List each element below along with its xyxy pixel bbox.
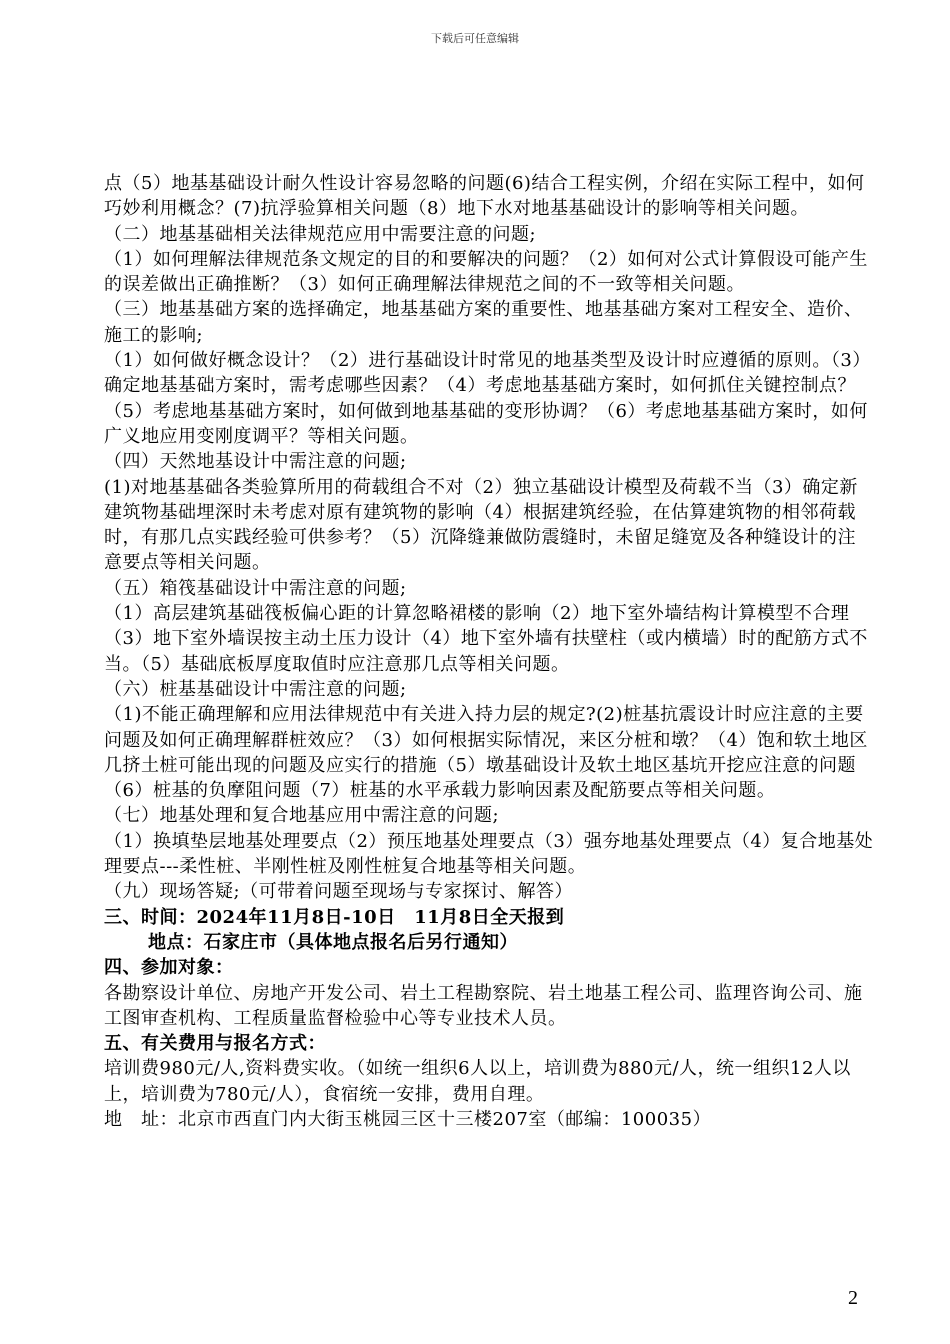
section-3-location: 地点：石家庄市（具体地点报名后另行通知） [148, 931, 518, 953]
heading-item-5: （五）箱筏基础设计中需注意的问题; [104, 577, 407, 599]
section-4-heading: 四、参加对象： [104, 957, 234, 979]
page-number: 2 [848, 1287, 858, 1309]
paragraph-item-5-details: （1）高层建筑基础筏板偏心距的计算忽略裙楼的影响（2）地下室外墙结构计算模型不合理（3）地下室外墙误按主动土压力设计（4）地下室外墙有扶壁柱（或内横墙）时的配筋方式不当。（5）基础底板厚度取值时应注意那几点等相关问题。 [104, 603, 868, 675]
heading-item-7: （七）地基处理和复合地基应用中需注意的问题; [104, 805, 500, 827]
heading-item-4: （四）天然地基设计中需注意的问题; [104, 451, 407, 473]
section-3-time-heading: 三、时间：2024年11月8日-10日 11月8日全天报到 [104, 906, 565, 928]
section-5-heading: 五、有关费用与报名方式： [104, 1033, 326, 1055]
heading-item-2: （二）地基基础相关法律规范应用中需要注意的问题; [104, 223, 537, 245]
heading-item-6: （六）桩基基础设计中需注意的问题; [104, 678, 407, 700]
paragraph-item-2-details: （1）如何理解法律规范条文规定的目的和要解决的问题？（2）如何对公式计算假设可能产生的误差做出正确推断？（3）如何正确理解法律规范之间的不一致等相关问题。 [104, 248, 868, 296]
section-5-fee: 培训费980元/人,资料费实收。（如统一组织6人以上，培训费为880元/人，统一组织12人以上，培训费为780元/人），食宿统一安排，费用自理。 [104, 1058, 851, 1105]
section-5-address: 地 址：北京市西直门内大街玉桃园三区十三楼207室（邮编：100035） [104, 1108, 712, 1130]
document-body [104, 171, 874, 1132]
heading-item-3: （三）地基基础方案的选择确定，地基基础方案的重要性、地基基础方案对工程安全、造价、施工的影响; [104, 299, 863, 346]
paragraph-item-6-details: （1)不能正确理解和应用法律规范中有关进入持力层的规定?(2)桩基抗震设计时应注意的主要问题及如何正确理解群桩效应？（3）如何根据实际情况，来区分桩和墩？（4）饱和软土地区几挤土桩可能出现的问题及应实行的措施（5）墩基础设计及软土地区基坑开挖应注意的问题（6）桩基的负摩阻问题（7）桩基的水平承载力影响因素及配筋要点等相关问题。 [104, 704, 868, 802]
header-note: 下载后可任意编辑 [431, 32, 519, 45]
paragraph-item-3-details: （1）如何做好概念设计？（2）进行基础设计时常见的地基类型及设计时应遵循的原则。（3）确定地基基础方案时，需考虑哪些因素？（4）考虑地基基础方案时，如何抓住关键控制点？（5）考虑地基基础方案时，如何做到地基基础的变形协调？（6）考虑地基基础方案时，如何广义地应用变刚度调平？等相关问题。 [104, 350, 871, 447]
heading-item-9: （九）现场答疑;（可带着问题至现场与专家探讨、解答） [104, 881, 574, 903]
paragraph-item-7-details: （1）换填垫层地基处理要点（2）预压地基处理要点（3）强夯地基处理要点（4）复合地基处理要点---柔性桩、半刚性桩及刚性桩复合地基等相关问题。 [104, 830, 874, 878]
paragraph-foundation-topics-continued: 点（5）地基基础设计耐久性设计容易忽略的问题(6)结合工程实例，介绍在实际工程中，如何巧妙利用概念？(7)抗浮验算相关问题（8）地下水对地基基础设计的影响等相关问题。 [104, 173, 865, 220]
paragraph-item-4-details: (1)对地基基础各类验算所用的荷载组合不对（2）独立基础设计模型及荷载不当（3）确定新建筑物基础埋深时未考虑对原有建筑物的影响（4）根据建筑经验，在估算建筑物的相邻荷载时，有那几点实践经验可供参考？（5）沉降缝兼做防震缝时，未留足缝宽及各种缝设计的注意要点等相关问题。 [104, 476, 858, 574]
section-4-text: 各勘察设计单位、房地产开发公司、岩土工程勘察院、岩土地基工程公司、监理咨询公司、施工图审查机构、工程质量监督检验中心等专业技术人员。 [104, 982, 863, 1029]
